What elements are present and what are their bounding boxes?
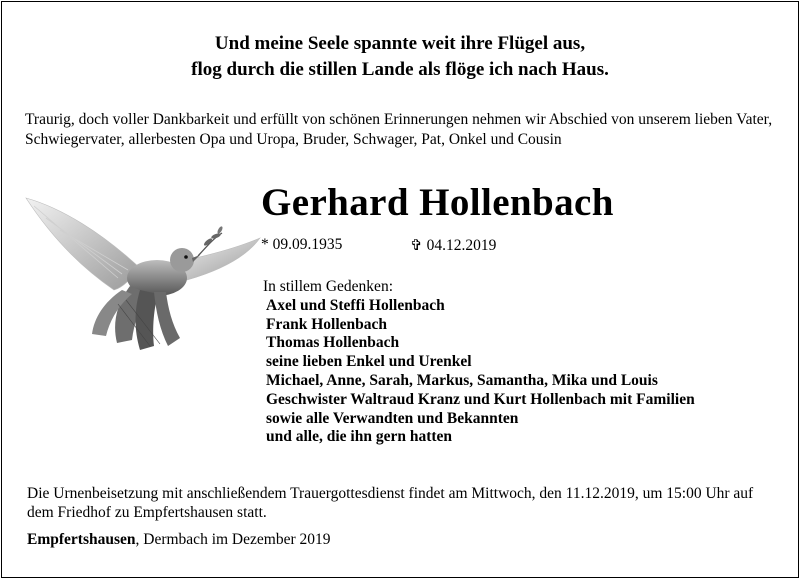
mourners-heading: In stillem Gedenken: [263,278,393,295]
dove-with-olive-branch-icon [22,178,262,373]
death-date-block [410,236,496,255]
intro-text: Traurig, doch voller Dankbarkeit und erfüllt von schönen Erinnerungen nehmen wir Abschied von unserem lieben Vater, Schwiegervater, allerbesten Opa und Uropa, Bruder, Schwager, Pat, Onkel und Cousin [25,111,773,148]
cross-icon: ✞ [410,238,423,254]
service-announcement: Die Urnenbeisetzung mit anschließendem Trauergottesdienst findet am Mittwoch, den 11.12.2019, um 15:00 Uhr auf dem Friedhof zu Empfertshausen statt. [27,485,754,521]
mourner-line: seine lieben Enkel und Urenkel [266,353,472,371]
mourner-line: Frank Hollenbach [266,315,388,333]
mourner-line: und alle, die ihn gern hatten [266,428,453,446]
deceased-name: Gerhard Hollenbach [261,181,614,224]
death-date: 04.12.2019 [426,237,497,254]
poem-line-1: Und meine Seele spannte weit ihre Flügel aus, [214,33,586,54]
mourner-line: Michael, Anne, Sarah, Markus, Samantha, Mika und Louis [266,371,658,389]
mourner-line: Axel und Steffi Hollenbach [266,296,445,314]
place-date-line [27,531,330,549]
poem [0,31,800,83]
place-date-rest: , Dermbach im Dezember 2019 [135,531,331,548]
mourner-line: Thomas Hollenbach [266,334,400,352]
poem-line-2: flog durch die stillen Lande als flöge ich nach Haus. [191,59,609,80]
mourners-list [263,278,695,447]
mourner-line: sowie alle Verwandten und Bekannten [266,409,519,427]
mourner-line: Geschwister Waltraud Kranz und Kurt Hollenbach mit Familien [266,390,695,408]
birth-date: * 09.09.1935 [261,236,343,253]
town-name: Empfertshausen [27,531,136,548]
